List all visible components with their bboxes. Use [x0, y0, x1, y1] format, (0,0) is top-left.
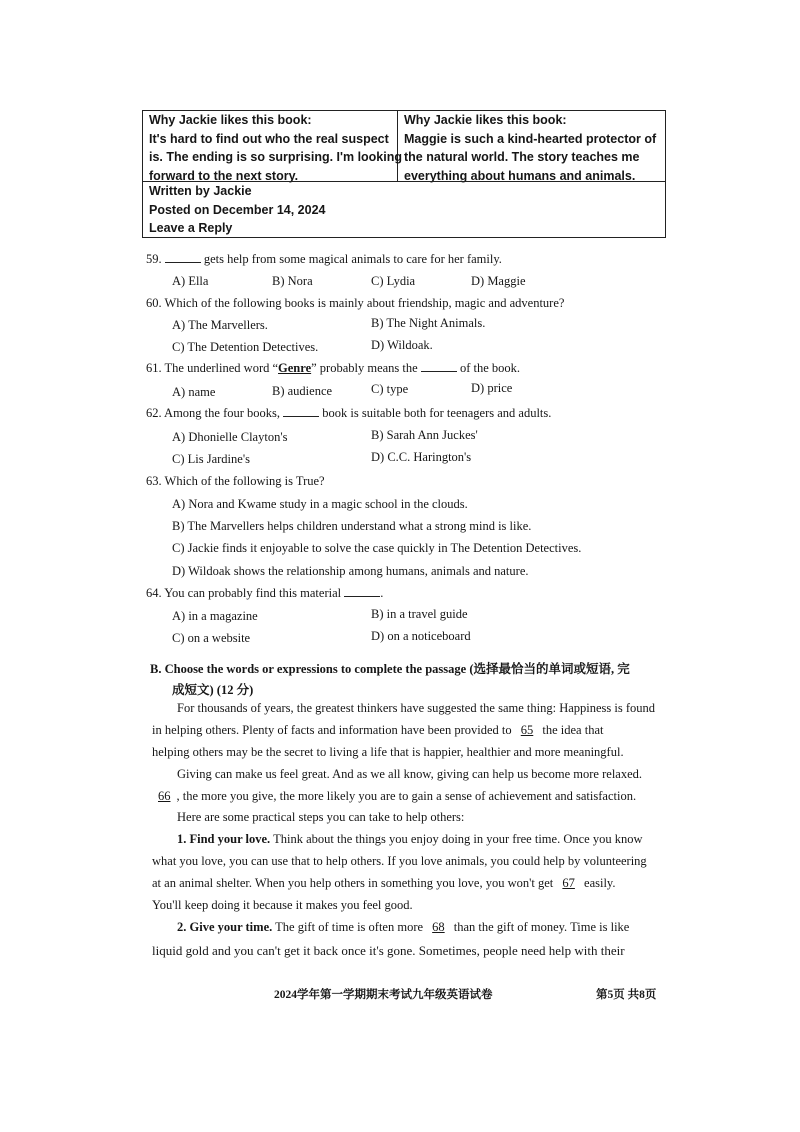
option-a: A) Ella	[172, 274, 209, 288]
option-d: D) Maggie	[471, 274, 526, 288]
option-a: A) in a magazine	[172, 609, 258, 623]
option-a: A) The Marvellers.	[172, 318, 268, 332]
option-b: B) audience	[272, 384, 333, 398]
question-62: 62. Among the four books, book is suitable both for teenagers and adults.	[146, 406, 552, 420]
passage-line: liquid gold and you can't get it back once it's gone. Sometimes, people need help with their	[152, 943, 625, 958]
review-table	[142, 110, 666, 238]
option-a: A) name	[172, 385, 216, 399]
review-footer	[143, 181, 665, 237]
question-61: 61. The underlined word “Genre” probably means the of the book.	[146, 361, 520, 375]
option-c: C) The Detention Detectives.	[172, 340, 319, 354]
option-d: D) C.C. Harington's	[371, 450, 472, 464]
option-a: A) Nora and Kwame study in a magic school in the clouds.	[172, 497, 468, 511]
option-c: C) type	[371, 382, 409, 396]
review-line: It's hard to find out who the real suspect	[149, 131, 389, 146]
question-59: 59. gets help from some magical animals to care for her family.	[146, 252, 502, 266]
option-b: B) in a travel guide	[371, 607, 468, 621]
passage-line: For thousands of years, the greatest thinkers have suggested the same thing: Happiness is found	[177, 701, 656, 715]
blank-67: 67	[562, 876, 575, 890]
option-b: B) Nora	[272, 274, 313, 288]
step-title: 2. Give your time.	[177, 920, 273, 934]
passage-line: in helping others. Plenty of facts and information have been provided to 65 the idea that	[152, 723, 604, 737]
question-64: 64. You can probably find this material .	[146, 586, 384, 600]
option-b: B) Sarah Ann Juckes'	[371, 428, 478, 442]
option-d: D) Wildoak.	[371, 338, 433, 352]
option-b: B) The Marvellers helps children understand what a strong mind is like.	[172, 519, 532, 533]
section-b-heading-cont: 成短文) (12 分)	[172, 683, 254, 697]
option-d: D) Wildoak shows the relationship among humans, animals and nature.	[172, 564, 529, 578]
question-60: 60. Which of the following books is mainly about friendship, magic and adventure?	[146, 296, 565, 310]
answer-blank	[421, 361, 457, 372]
answer-blank	[165, 252, 201, 263]
review-line: is. The ending is so surprising. I'm looking	[149, 150, 403, 164]
passage-line: Giving can make us feel great. And as we all know, giving can help us become more relaxed.	[177, 767, 643, 781]
review-author: Written by Jackie	[149, 184, 252, 198]
blank-65: 65	[520, 723, 534, 737]
option-d: D) on a noticeboard	[371, 629, 471, 643]
passage-line: at an animal shelter. When you help others in something you love, you won't get 67 easily.	[152, 876, 616, 890]
review-line: everything about humans and animals.	[404, 168, 636, 183]
option-b: B) The Night Animals.	[371, 316, 486, 330]
review-cell-left	[143, 111, 403, 183]
review-line: Maggie is such a kind-hearted protector of	[404, 131, 657, 146]
passage-line: helping others may be the secret to living a life that is happier, healthier and more meaningful.	[152, 745, 624, 759]
review-line: the natural world. The story teaches me	[404, 150, 640, 164]
review-heading: Why Jackie likes this book:	[149, 113, 312, 127]
option-c: C) on a website	[172, 631, 251, 645]
option-c: C) Jackie finds it enjoyable to solve the case quickly in The Detention Detectives.	[172, 541, 582, 555]
option-c: C) Lis Jardine's	[172, 452, 250, 466]
review-cell-right	[398, 111, 665, 181]
exam-title-footer: 2024学年第一学期期末考试九年级英语试卷	[274, 989, 493, 1001]
passage-line: what you love, you can use that to help others. If you love animals, you could help by volunteering	[152, 854, 647, 868]
underlined-word: Genre	[278, 361, 312, 375]
blank-66: 66	[158, 789, 171, 803]
option-c: C) Lydia	[371, 274, 416, 288]
review-heading: Why Jackie likes this book:	[404, 113, 567, 127]
answer-blank	[283, 406, 319, 417]
section-b-heading: B. Choose the words or expressions to complete the passage (选择最恰当的单词或短语, 完	[150, 662, 630, 676]
blank-68: 68	[432, 920, 445, 934]
passage-line: 2. Give your time. The gift of time is often more 68 than the gift of money. Time is like	[177, 920, 630, 934]
option-d: D) price	[471, 381, 513, 395]
answer-blank	[344, 586, 380, 597]
question-63: 63. Which of the following is True?	[146, 474, 325, 488]
passage-line: You'll keep doing it because it makes you feel good.	[152, 898, 413, 912]
passage-line: Here are some practical steps you can take to help others:	[177, 810, 465, 824]
step-title: 1. Find your love.	[177, 832, 271, 846]
page-number: 第5页 共8页	[596, 989, 657, 1001]
option-a: A) Dhonielle Clayton's	[172, 430, 288, 444]
review-date: Posted on December 14, 2024	[149, 202, 326, 217]
review-line: forward to the next story.	[149, 168, 299, 183]
passage-line: 66 , the more you give, the more likely you are to gain a sense of achievement and satisfaction.	[152, 789, 636, 804]
leave-reply-link[interactable]: Leave a Reply	[149, 221, 233, 235]
passage-line: 1. Find your love. Think about the things you enjoy doing in your free time. Once you know	[177, 832, 643, 846]
